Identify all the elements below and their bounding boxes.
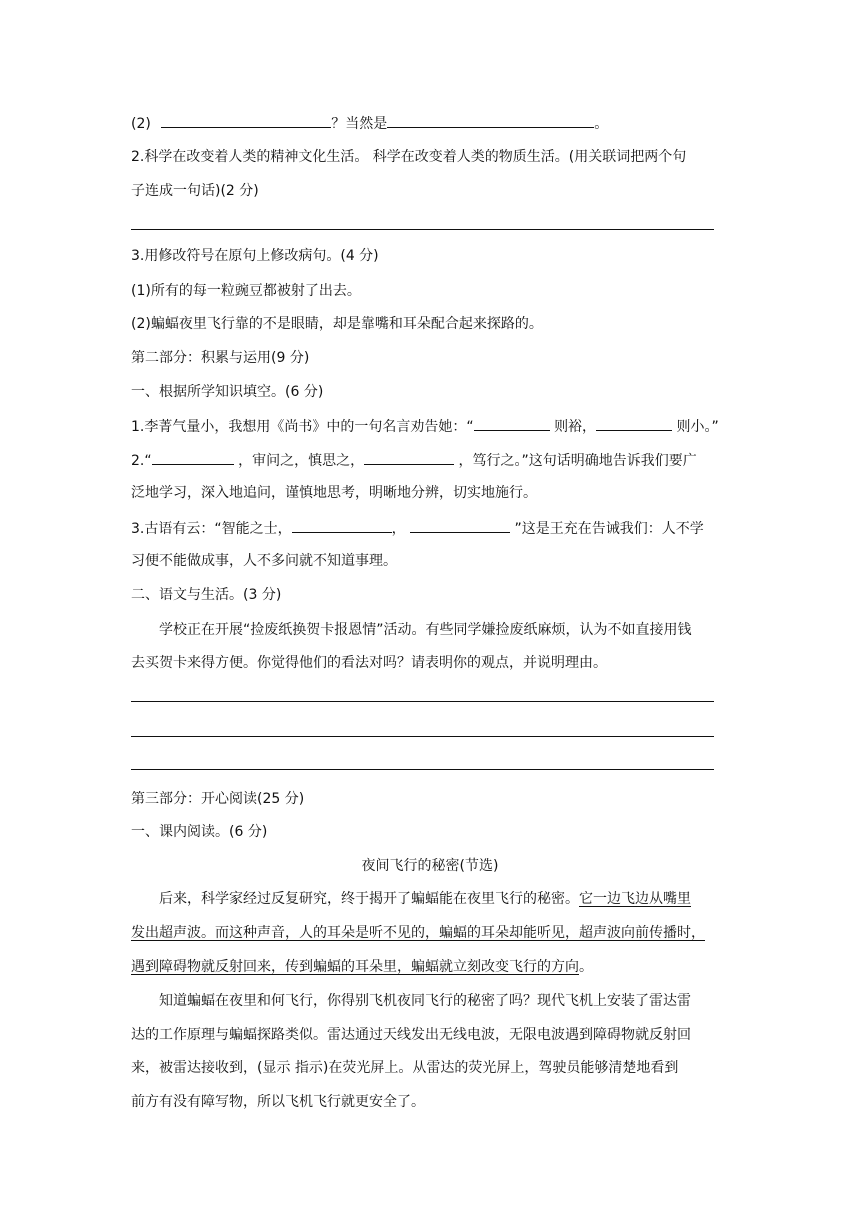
q-text: 1.李菁气量小，我想用《尚书》中的一句名言劝告她：“ xyxy=(131,419,474,435)
answer-blank[interactable] xyxy=(364,450,454,465)
question-3-sentence-1: (1)所有的每一粒豌豆都被射了出去。 xyxy=(131,283,361,299)
part-3-section-1: 一、课内阅读。(6 分) xyxy=(131,824,268,840)
answer-blank[interactable] xyxy=(596,416,672,431)
part-2-section-1: 一、根据所学知识填空。(6 分) xyxy=(131,384,324,400)
fill-question-3-line1 xyxy=(131,518,704,539)
question-1-2 xyxy=(131,113,608,134)
question-2-line2: 子连成一句话)(2 分) xyxy=(131,183,259,199)
fill-question-2-line1 xyxy=(131,450,697,471)
q-text: ，笃行之。”这句话明确地告诉我们要广 xyxy=(458,453,697,469)
part-2-section-2: 二、语文与生活。(3 分) xyxy=(131,587,282,603)
question-3-sentence-2: (2)蝙蝠夜里飞行靠的不是眼睛，却是靠嘴和耳朵配合起来探路的。 xyxy=(131,316,543,332)
q-text: ？当然是 xyxy=(331,116,388,132)
passage-text: 后来，科学家经过反复研究，终于揭开了蝙蝠能在夜里飞行的秘密。 xyxy=(159,891,579,907)
passage-text: 。 xyxy=(579,959,593,975)
passage-para2-line3: 来，被雷达接收到，(显示 指示)在荧光屏上。从雷达的荧光屏上，驾驶员能够清楚地看到 xyxy=(131,1060,679,1076)
passage-para1-line1 xyxy=(159,889,691,909)
answer-line[interactable] xyxy=(131,701,714,702)
underlined-text: 它一边飞边从嘴里 xyxy=(579,891,691,907)
passage-para1-line3 xyxy=(131,957,593,977)
q-text: ”这是王充在告诫我们：人不学 xyxy=(514,521,704,537)
answer-blank[interactable] xyxy=(387,113,594,128)
answer-blank[interactable] xyxy=(410,518,510,533)
passage-title: 夜间飞行的秘密(节选) xyxy=(361,858,499,874)
answer-line[interactable] xyxy=(131,736,714,737)
fill-question-3-line2: 习便不能做成事，人不多问就不知道事理。 xyxy=(131,553,397,569)
q-text: 则裕， xyxy=(554,419,597,435)
passage-para2-line2: 达的工作原理与蝙蝠探路类似。雷达通过天线发出无线电波，无限电波遇到障碍物就反射回 xyxy=(131,1027,691,1043)
q-text: 。 xyxy=(594,116,609,132)
q-text: 2.“ xyxy=(131,453,152,469)
q-number: (2) xyxy=(131,116,151,132)
answer-blank[interactable] xyxy=(292,518,392,533)
passage-para2-line4: 前方有没有障写物，所以飞机飞行就更安全了。 xyxy=(131,1094,425,1110)
fill-question-1 xyxy=(131,416,719,437)
q-text: 3.古语有云：“智能之士， xyxy=(131,521,292,537)
answer-blank[interactable] xyxy=(152,450,234,465)
passage-para1-line2: 发出超声波。而这种声音，人的耳朵是听不见的，蝙蝠的耳朵却能听见，超声波向前传播时， xyxy=(131,925,705,941)
answer-blank[interactable] xyxy=(474,416,550,431)
answer-blank[interactable] xyxy=(161,113,331,128)
q-text: ，审问之，慎思之， xyxy=(238,453,365,469)
answer-line[interactable] xyxy=(131,229,714,230)
underlined-text: 遇到障碍物就反射回来，传到蝙蝠的耳朵里，蝙蝠就立刻改变飞行的方向 xyxy=(131,959,579,975)
question-3-title: 3.用修改符号在原句上修改病句。(4 分) xyxy=(131,248,379,264)
life-question-line2: 去买贺卡来得方便。你觉得他们的看法对吗？请表明你的观点，并说明理由。 xyxy=(131,655,607,671)
question-2-line1: 2.科学在改变着人类的精神文化生活。 科学在改变着人类的物质生活。(用关联词把两个句 xyxy=(131,149,687,165)
q-text: ， xyxy=(391,521,406,537)
answer-line[interactable] xyxy=(131,769,714,770)
life-question-line1: 学校正在开展“捡废纸换贺卡报恩情”活动。有些同学嫌捡废纸麻烦，认为不如直接用钱 xyxy=(159,622,692,638)
part-3-title: 第三部分：开心阅读(25 分) xyxy=(131,791,305,807)
q-text: 则小。” xyxy=(676,419,719,435)
fill-question-2-line2: 泛地学习，深入地追问，谨慎地思考，明晰地分辨，切实地施行。 xyxy=(131,485,537,501)
passage-para2-line1: 知道蝙蝠在夜里和何飞行，你得别飞机夜同飞行的秘密了吗？现代飞机上安装了雷达雷 xyxy=(159,993,691,1009)
part-2-title: 第二部分：积累与运用(9 分) xyxy=(131,350,310,366)
